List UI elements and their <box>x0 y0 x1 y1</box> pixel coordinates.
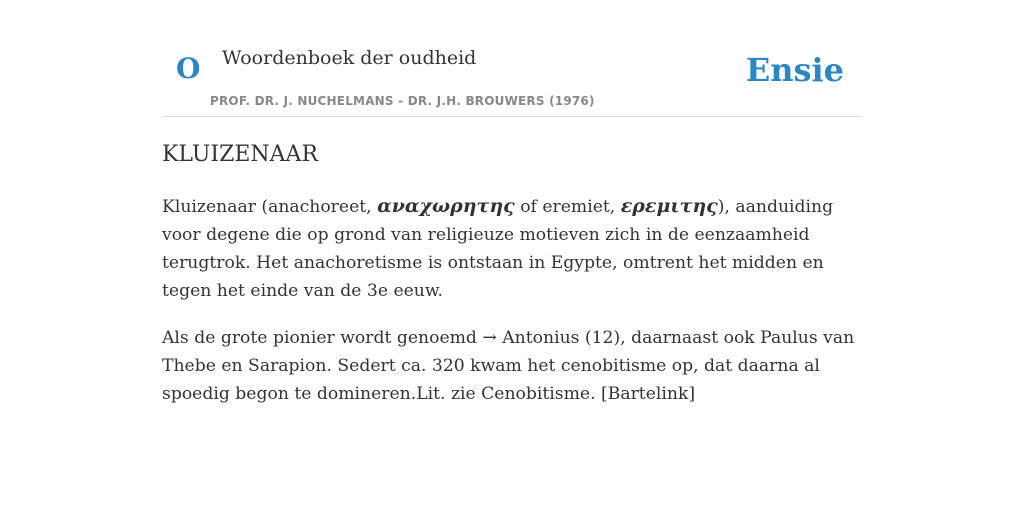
dictionary-title-link[interactable]: Woordenboek der oudheid <box>222 47 477 69</box>
entry-content <box>162 192 862 427</box>
greek-term-eremites: ερεμιτης <box>620 195 718 217</box>
paragraph-text: , daarnaast ook Paulus van Thebe en Sarapion. Sedert ca. 320 kwam het cenobitisme op, dat daarna al spoedig begon te domineren.Lit. zie Cenobitisme. [Bartelink] <box>162 328 855 404</box>
ensie-logo-link[interactable]: Ensie <box>745 51 844 89</box>
letter-index-link[interactable]: O <box>176 52 201 85</box>
dictionary-header <box>162 36 862 117</box>
entry-paragraph-1 <box>162 192 862 305</box>
paragraph-text: of eremiet, <box>514 197 621 217</box>
paragraph-text: Als de grote pionier wordt genoemd <box>162 328 483 348</box>
arrow-right-icon: → <box>482 328 497 348</box>
paragraph-text: Kluizenaar (anachoreet, <box>162 197 378 217</box>
entry-paragraph-2 <box>162 324 862 408</box>
antonius-link[interactable]: Antonius (12) <box>502 328 621 348</box>
dictionary-authors: PROF. DR. J. NUCHELMANS - DR. J.H. BROUWERS (1976) <box>210 94 595 108</box>
greek-term-anachoretes: αναχωρητης <box>377 195 515 217</box>
paragraph-text: ), aanduiding voor degene die op grond van religieuze motieven zich in de eenzaamheid terugtrok. Het anachoretisme is ontstaan in Egypte, omtrent het midden en tegen het einde van de 3e eeuw. <box>162 197 834 301</box>
entry-title: KLUIZENAAR <box>162 142 319 167</box>
